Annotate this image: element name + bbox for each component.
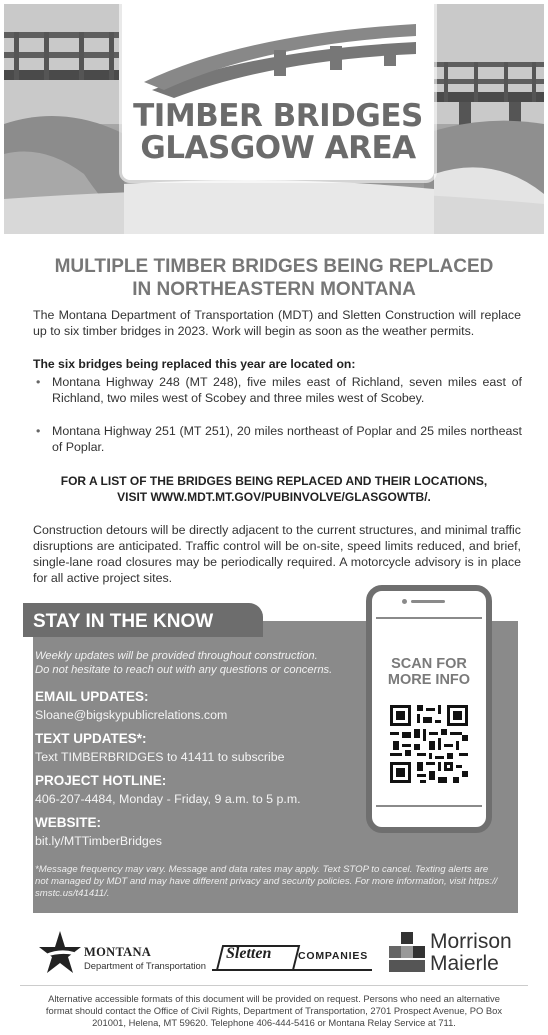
list-item: • Montana Highway 248 (MT 248), five miles east of Richland, seven miles east of Richland, two miles west of Scobey and three miles west of Scobey. [52,374,522,406]
headline-line1: MULTIPLE TIMBER BRIDGES BEING REPLACED [54,256,494,277]
hero-photo [4,4,544,234]
sletten-logo-underline [212,969,372,971]
sletten-logo-name: Sletten [226,945,272,962]
logo-title-line1: TIMBER BRIDGES [133,98,423,134]
text-updates-value: Text TIMBERBRIDGES to 41411 to subscribe [35,750,285,764]
list-item: • Montana Highway 251 (MT 251), 20 miles northeast of Poplar and 25 miles northeast of Poplar. [52,423,522,455]
morrison-logo-line2: Maierle [430,952,499,975]
hotline-value[interactable]: 406-207-4484, Monday - Friday, 9 a.m. to 5 p.m. [35,792,301,806]
phone-graphic [366,585,492,833]
weekly-updates-line1: Weekly updates will be provided throughout construction. [35,650,318,662]
email-label: EMAIL UPDATES: [35,689,149,704]
phone-speaker-icon [411,600,445,603]
intro-paragraph: The Montana Department of Transportation (MDT) and Sletten Construction will replace up to six timber bridges in 2023. Work will begin as soon as the weather permits. [33,308,521,338]
hotline-label: PROJECT HOTLINE: [35,773,167,788]
website-label: WEBSITE: [35,815,101,830]
morrison-maierle-icon [389,932,425,972]
phone-camera-icon [402,599,407,604]
qr-code-icon[interactable] [390,705,468,783]
scan-label-line2: MORE INFO [387,672,471,688]
footer-divider [20,985,528,986]
mdt-star-icon [38,930,82,974]
scan-label-line1: SCAN FOR [391,656,467,672]
logo-title-line2: GLASGOW AREA [140,130,416,166]
locations-heading: The six bridges being replaced this year are located on: [33,357,356,371]
disclaimer-line3[interactable]: smstc.us/t41411/. [35,888,110,899]
sletten-logo-companies: COMPANIES [298,950,369,962]
accessibility-footer: Alternative accessible formats of this document will be provided on request. Persons who need an alternative format should contact the Office of Civil Rights, Department of Transportation, 2701 Prospect Avenue, PO Box 201001, Helena, MT 59620. Telephone 406-444-5416 or Montana Relay Service at 711. [45,993,503,1028]
panel-title: STAY IN THE KNOW [33,611,214,632]
mdt-logo-name: MONTANA [84,945,152,959]
headline [20,255,528,301]
phone-screen [376,617,482,807]
text-updates-label: TEXT UPDATES*: [35,731,147,746]
headline-line2: IN NORTHEASTERN MONTANA [132,279,416,300]
email-link[interactable]: Sloane@bigskypublicrelations.com [35,708,228,722]
title-logo [122,4,434,180]
detours-paragraph: Construction detours will be directly adjacent to the current structures, and minimal traffic disruptions are anticipated. Traffic control will be on-site, speed limits reduced, and brief, single-lane road closures may be periodically required. A motorcycle advisory is in place for all active project sites. [33,523,521,585]
cta-link[interactable]: VISIT WWW.MDT.MT.GOV/PUBINVOLVE/GLASGOWTB/. [117,490,431,504]
disclaimer-line2: not managed by MDT and may have different privacy and security policies. For more information, visit https:// [35,876,498,887]
cta-line1: FOR A LIST OF THE BRIDGES BEING REPLACED AND THEIR LOCATIONS, [60,474,488,488]
website-link[interactable]: bit.ly/MTTimberBridges [35,834,162,848]
disclaimer-line1: *Message frequency may vary. Message and data rates may apply. Text STOP to cancel. Texting alerts are [35,864,489,875]
morrison-logo-line1: Morrison [430,930,512,953]
mdt-logo-subtitle: Department of Transportation [84,960,206,971]
bridge-icon [134,20,422,100]
weekly-updates-line2: Do not hesitate to reach out with any questions or concerns. [35,664,333,676]
